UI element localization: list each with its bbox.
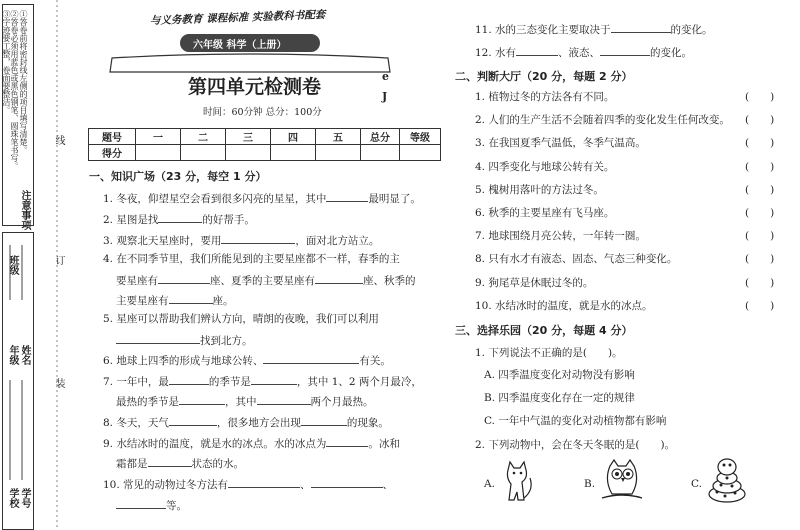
score-header: 一 <box>136 129 181 145</box>
text: 的变化。 <box>650 47 693 59</box>
judge-item: 1. 植物过冬的方法各有不同。 <box>475 91 615 103</box>
exam-meta: 时间：60分钟 总分：100分 <box>203 107 322 118</box>
s1-item-5b <box>116 331 253 348</box>
score-table <box>88 128 441 161</box>
text: ，面对北方站立。 <box>295 235 380 247</box>
text: 状态的水。 <box>191 458 244 470</box>
answer-blank[interactable] <box>169 372 209 385</box>
judge-item: 6. 秋季的主要星座有飞马座。 <box>475 207 615 219</box>
text: 座、夏季的主要星座有 <box>210 275 315 287</box>
text: 6. 地球上四季的形成与地球公转、 <box>103 355 264 367</box>
s1-item-9a <box>103 434 400 451</box>
s1-item-6 <box>103 351 391 368</box>
text: 、 <box>382 479 394 491</box>
seal-mark-line: 线 <box>53 135 64 145</box>
s3-q2-option-b[interactable]: B. <box>584 478 596 490</box>
grade-subject: 六年级 科学（上册） <box>193 40 287 51</box>
judge-answer-paren[interactable]: ( ) <box>745 114 775 127</box>
score-header: 总分 <box>361 129 400 145</box>
judge-item: 9. 狗尾草是休眠过冬的。 <box>475 276 594 289</box>
answer-blank[interactable] <box>158 271 210 284</box>
score-header: 五 <box>316 129 361 145</box>
judge-item: 7. 地球围绕月亮公转，一年转一圈。 <box>475 230 646 243</box>
score-cell[interactable] <box>271 145 316 161</box>
side-mark-2: J <box>382 90 388 103</box>
text: 两个月最热。 <box>310 396 374 408</box>
notice-line-2: ②答卷必须用蓝色或黑色钢笔、圆珠笔书写。 <box>10 10 19 170</box>
seal-mark-bind: 装 <box>53 378 64 388</box>
s3-q1-option-a[interactable]: A. 四季温度变化对动物没有影响 <box>484 369 635 381</box>
text: 等。 <box>166 500 187 512</box>
school-label: 学校 <box>7 488 18 508</box>
answer-blank[interactable] <box>600 43 650 56</box>
answer-blank[interactable] <box>158 210 202 223</box>
score-header: 题号 <box>89 129 136 145</box>
class-label: 班级 <box>7 255 18 275</box>
answer-blank[interactable] <box>228 475 300 488</box>
score-header: 等级 <box>400 129 441 145</box>
grade-label: 年级 <box>7 345 18 365</box>
s3-q2: 2. 下列动物中，会在冬天冬眠的是( )。 <box>475 439 676 451</box>
s1-item-10a <box>103 475 393 492</box>
answer-blank[interactable] <box>179 392 225 405</box>
answer-blank[interactable] <box>326 434 368 447</box>
text: 要星座有 <box>116 275 158 287</box>
answer-blank[interactable] <box>251 372 297 385</box>
text: 2. 星图是找 <box>103 214 159 226</box>
text: 、液态、 <box>558 47 601 59</box>
text: 有关。 <box>359 355 391 367</box>
binding-sidebar <box>0 0 68 530</box>
s3-q2-option-c[interactable]: C. <box>691 478 702 490</box>
seal-mark-order: 订 <box>53 255 64 265</box>
s1-item-5a: 5. 星座可以帮助我们辨认方向，晴朗的夜晚，我们可以利用 <box>103 313 379 325</box>
answer-blank[interactable] <box>516 43 558 56</box>
score-cell[interactable] <box>316 145 361 161</box>
text: 找到北方。 <box>200 335 253 347</box>
text: 9. 水结冰时的温度，就是水的冰点。水的冰点为 <box>103 438 327 450</box>
text: 座、秋季的 <box>363 275 416 287</box>
judge-answer-paren[interactable]: ( ) <box>745 299 775 312</box>
text: 最明显了。 <box>368 193 421 205</box>
s1-item-1 <box>103 189 421 206</box>
score-cell[interactable] <box>361 145 400 161</box>
s1-item-12 <box>475 43 692 60</box>
judge-answer-paren[interactable]: ( ) <box>745 253 775 266</box>
answer-blank[interactable] <box>116 331 200 344</box>
s1-item-4a: 4. 在不同季节里，我们所能见到的主要星座都不一样，春季的主 <box>103 253 400 265</box>
text: ，其中 1、2 两个月最冷， <box>296 376 422 388</box>
judge-answer-paren[interactable]: ( ) <box>745 160 775 173</box>
answer-blank[interactable] <box>169 413 217 426</box>
judge-item: 5. 槐树用落叶的方法过冬。 <box>475 183 604 196</box>
text: ，其中 <box>225 396 257 408</box>
answer-blank[interactable] <box>263 351 359 364</box>
text: 12. 水有 <box>475 47 517 59</box>
owl-icon[interactable] <box>598 458 644 506</box>
score-cell[interactable] <box>181 145 226 161</box>
score-cell[interactable] <box>136 145 181 161</box>
sidebar-lines <box>0 0 40 530</box>
text: 1. 冬夜，仰望星空会看到很多闪亮的星星，其中 <box>103 193 327 205</box>
text: 的季节是 <box>208 376 251 388</box>
answer-blank[interactable] <box>611 20 671 33</box>
publisher-line: 与义务教育 课程标准 实验教科书配套 <box>149 8 326 28</box>
judge-item: 2. 人们的生产生活不会随着四季的变化发生任何改变。 <box>475 114 730 127</box>
answer-blank[interactable] <box>311 475 383 488</box>
judge-item: 3. 在我国夏季气温低，冬季气温高。 <box>475 137 646 150</box>
s3-q1-option-c[interactable]: C. 一年中气温的变化对动植物都有影响 <box>484 415 667 427</box>
notice-title: 注意事项 <box>19 190 30 230</box>
answer-blank[interactable] <box>301 413 347 426</box>
answer-blank[interactable] <box>116 496 166 509</box>
snake-icon[interactable] <box>703 456 749 506</box>
text: 霜都是 <box>116 458 148 470</box>
s1-item-9b <box>116 454 244 471</box>
text: 的现象。 <box>346 417 389 429</box>
judge-answer-paren[interactable]: ( ) <box>745 183 775 196</box>
s1-item-2 <box>103 210 255 227</box>
judge-answer-paren[interactable]: ( ) <box>745 230 775 243</box>
text: 主要星座有 <box>116 295 169 307</box>
judge-answer-paren[interactable]: ( ) <box>745 91 775 103</box>
s3-q1-option-b[interactable]: B. 四季温度变化存在一定的规律 <box>484 392 635 404</box>
s1-item-4c <box>116 291 234 308</box>
s1-item-11 <box>475 20 713 37</box>
score-header: 三 <box>226 129 271 145</box>
section-2-title: 二、判断大厅（20 分，每题 2 分） <box>455 70 633 83</box>
s3-q2-option-a[interactable]: A. <box>484 478 495 490</box>
text: 8. 冬天，天气 <box>103 417 169 429</box>
cat-icon[interactable] <box>500 460 536 506</box>
answer-blank[interactable] <box>326 189 368 202</box>
text: 最热的季节是 <box>116 396 179 408</box>
s1-item-10b <box>116 496 187 513</box>
s1-item-3 <box>103 231 379 248</box>
name-label: 姓名 <box>19 345 30 365</box>
answer-blank[interactable] <box>221 231 295 244</box>
score-header: 二 <box>181 129 226 145</box>
score-row-label: 得分 <box>89 145 136 161</box>
side-mark-1: e <box>382 70 389 83</box>
answer-blank[interactable] <box>169 291 213 304</box>
judge-item: 8. 只有水才有液态、固态、气态三种变化。 <box>475 253 678 266</box>
judge-answer-paren[interactable]: ( ) <box>745 137 775 150</box>
s1-item-7a <box>103 372 422 389</box>
judge-answer-paren[interactable]: ( ) <box>745 207 775 219</box>
text: 座。 <box>212 295 234 307</box>
cut-line <box>54 0 64 530</box>
id-label: 学号 <box>19 488 30 508</box>
judge-item: 4. 四季变化与地球公转有关。 <box>475 160 615 173</box>
answer-blank[interactable] <box>148 454 192 467</box>
answer-blank[interactable] <box>257 392 311 405</box>
score-header-row <box>89 129 441 145</box>
text: 7. 一年中，最 <box>103 376 169 388</box>
judge-answer-paren[interactable]: ( ) <box>745 276 775 289</box>
answer-blank[interactable] <box>315 271 363 284</box>
text: 3. 观察北天星座时，要用 <box>103 235 222 247</box>
judge-item: 10. 水结冰时的温度，就是水的冰点。 <box>475 299 653 312</box>
text: 的好帮手。 <box>202 214 255 226</box>
page-title: 第四单元检测卷 <box>188 76 322 98</box>
score-header: 四 <box>271 129 316 145</box>
score-cell[interactable] <box>226 145 271 161</box>
notice-line-3: ③字迹要工整，卷面要整洁。 <box>2 10 11 114</box>
text: ，很多地方会出现 <box>216 417 301 429</box>
score-cell[interactable] <box>400 145 441 161</box>
section-3-title: 三、选择乐园（20 分，每题 4 分） <box>455 324 633 337</box>
text: 11. 水的三态变化主要取决于 <box>475 24 611 36</box>
text: 。冰和 <box>368 438 400 450</box>
score-row <box>89 145 441 161</box>
text: 的变化。 <box>670 24 713 36</box>
s3-q1: 1. 下列说法不正确的是( )。 <box>475 347 623 359</box>
s1-item-7b <box>116 392 374 409</box>
notice-line-1: ①答卷前将密封线左侧的项目填写清楚。 <box>19 10 28 154</box>
text: 10. 常见的动物过冬方法有 <box>103 479 229 491</box>
text: 、 <box>300 479 311 491</box>
section-1-title: 一、知识广场（23 分，每空 1 分） <box>89 170 267 183</box>
s1-item-8 <box>103 413 389 430</box>
s1-item-4b <box>116 271 416 288</box>
